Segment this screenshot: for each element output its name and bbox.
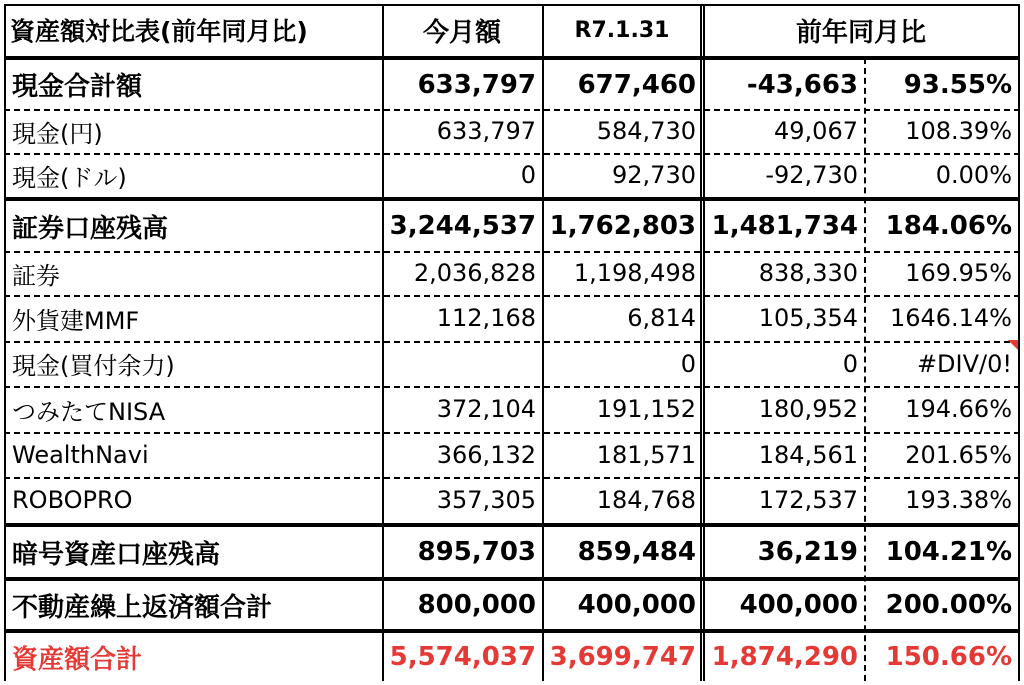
difference-cell: 49,067 bbox=[774, 117, 858, 145]
row-label: 資産額合計 bbox=[12, 644, 143, 675]
difference-cell: 36,219 bbox=[757, 537, 858, 567]
table-row bbox=[4, 60, 1020, 109]
difference-cell: 400,000 bbox=[739, 590, 858, 620]
error-indicator-flag bbox=[1008, 340, 1018, 350]
grid-line bbox=[4, 109, 1020, 111]
table-row bbox=[4, 477, 1020, 523]
table-row bbox=[4, 153, 1020, 197]
difference-cell: 1,481,734 bbox=[711, 211, 858, 241]
ratio-cell: 201.65% bbox=[905, 440, 1012, 469]
difference-cell: 180,952 bbox=[758, 395, 858, 423]
asset-comparison-table bbox=[4, 4, 1020, 681]
header-row bbox=[4, 4, 1020, 56]
ratio-cell: 150.66% bbox=[885, 642, 1012, 672]
grid-line bbox=[4, 251, 1020, 253]
prior-amount-cell: 184,768 bbox=[596, 486, 696, 514]
table-row bbox=[4, 581, 1020, 629]
grid-line bbox=[382, 4, 384, 681]
prior-amount-cell: 0 bbox=[680, 349, 696, 378]
table-row bbox=[4, 386, 1020, 432]
current-amount-cell: 372,104 bbox=[436, 395, 536, 423]
ratio-cell: 193.38% bbox=[905, 486, 1012, 514]
row-label: 現金(ドル) bbox=[12, 163, 127, 192]
table-row bbox=[4, 201, 1020, 251]
row-label: 現金(買付余力) bbox=[12, 352, 175, 380]
total-row bbox=[4, 633, 1020, 681]
current-amount-cell: 3,244,537 bbox=[389, 211, 536, 241]
table-row bbox=[4, 251, 1020, 295]
grid-line bbox=[1018, 4, 1020, 681]
prior-amount-cell: 3,699,747 bbox=[549, 642, 696, 672]
grid-line bbox=[4, 523, 1020, 527]
current-amount-cell: 633,797 bbox=[436, 117, 536, 145]
prior-amount-cell: 1,198,498 bbox=[573, 259, 696, 287]
prior-amount-cell: 181,571 bbox=[596, 440, 696, 469]
grid-line bbox=[4, 56, 1020, 60]
current-amount-cell: 633,797 bbox=[417, 69, 536, 100]
difference-cell: -43,663 bbox=[746, 69, 858, 100]
prior-amount-cell: 191,152 bbox=[596, 395, 696, 423]
difference-cell: 172,537 bbox=[758, 486, 858, 514]
ratio-cell: 194.66% bbox=[905, 395, 1012, 423]
prior-amount-cell: 400,000 bbox=[577, 590, 696, 620]
grid-line bbox=[4, 295, 1020, 297]
header-this-month: 今月額 bbox=[422, 17, 501, 48]
ratio-cell: 104.21% bbox=[885, 537, 1012, 567]
grid-line bbox=[4, 4, 6, 681]
difference-cell: -92,730 bbox=[765, 161, 858, 189]
table-row bbox=[4, 109, 1020, 153]
prior-amount-cell: 92,730 bbox=[612, 161, 696, 189]
current-amount-cell: 0 bbox=[520, 161, 536, 189]
table-row bbox=[4, 295, 1020, 341]
ratio-cell: #DIV/0! bbox=[916, 349, 1012, 378]
grid-line bbox=[864, 58, 866, 681]
ratio-cell: 0.00% bbox=[935, 161, 1012, 189]
grid-line bbox=[4, 386, 1020, 388]
current-amount-cell: 2,036,828 bbox=[413, 259, 536, 287]
difference-cell: 105,354 bbox=[758, 304, 858, 332]
row-label: WealthNavi bbox=[12, 440, 149, 469]
ratio-cell: 93.55% bbox=[903, 69, 1012, 100]
current-amount-cell: 895,703 bbox=[417, 537, 536, 567]
grid-line bbox=[4, 477, 1020, 479]
grid-line bbox=[4, 4, 1020, 6]
current-amount-cell: 800,000 bbox=[417, 590, 536, 620]
prior-amount-cell: 677,460 bbox=[577, 69, 696, 100]
row-label: 現金(円) bbox=[12, 119, 103, 148]
ratio-cell: 1646.14% bbox=[889, 304, 1012, 332]
ratio-cell: 169.95% bbox=[905, 259, 1012, 287]
table-row bbox=[4, 432, 1020, 477]
row-label: 証券 bbox=[12, 261, 60, 290]
grid-line bbox=[4, 629, 1020, 633]
current-amount-cell: 5,574,037 bbox=[389, 642, 536, 672]
header-title: 資産額対比表(前年同月比) bbox=[10, 17, 308, 46]
grid-line bbox=[4, 153, 1020, 155]
difference-cell: 1,874,290 bbox=[711, 642, 858, 672]
current-amount-cell bbox=[382, 341, 542, 386]
row-label: 暗号資産口座残高 bbox=[12, 539, 221, 570]
header-yoy: 前年同月比 bbox=[795, 17, 926, 48]
difference-cell: 0 bbox=[842, 349, 858, 378]
row-label: つみたてNISA bbox=[12, 397, 166, 426]
grid-line bbox=[700, 4, 705, 681]
row-label: ROBOPRO bbox=[12, 486, 133, 514]
row-label: 現金合計額 bbox=[12, 72, 143, 102]
grid-line bbox=[542, 4, 544, 681]
grid-line bbox=[4, 577, 1020, 581]
table-row bbox=[4, 527, 1020, 577]
ratio-cell: 108.39% bbox=[905, 117, 1012, 145]
current-amount-cell: 357,305 bbox=[436, 486, 536, 514]
grid-line bbox=[4, 197, 1020, 201]
prior-amount-cell: 1,762,803 bbox=[549, 211, 696, 241]
prior-amount-cell: 859,484 bbox=[577, 537, 696, 567]
prior-amount-cell: 584,730 bbox=[596, 117, 696, 145]
table-row bbox=[4, 341, 1020, 386]
prior-amount-cell: 6,814 bbox=[627, 304, 696, 332]
difference-cell: 184,561 bbox=[758, 440, 858, 469]
difference-cell: 838,330 bbox=[758, 259, 858, 287]
header-prior-date: R7.1.31 bbox=[574, 17, 670, 43]
grid-line bbox=[4, 432, 1020, 434]
row-label: 不動産繰上返済額合計 bbox=[12, 592, 273, 623]
current-amount-cell: 112,168 bbox=[436, 304, 536, 332]
grid-line bbox=[4, 341, 1020, 343]
ratio-cell: 200.00% bbox=[885, 590, 1012, 620]
row-label: 外貨建MMF bbox=[12, 306, 140, 335]
row-label: 証券口座残高 bbox=[12, 213, 169, 244]
current-amount-cell: 366,132 bbox=[436, 440, 536, 469]
ratio-cell: 184.06% bbox=[885, 211, 1012, 241]
